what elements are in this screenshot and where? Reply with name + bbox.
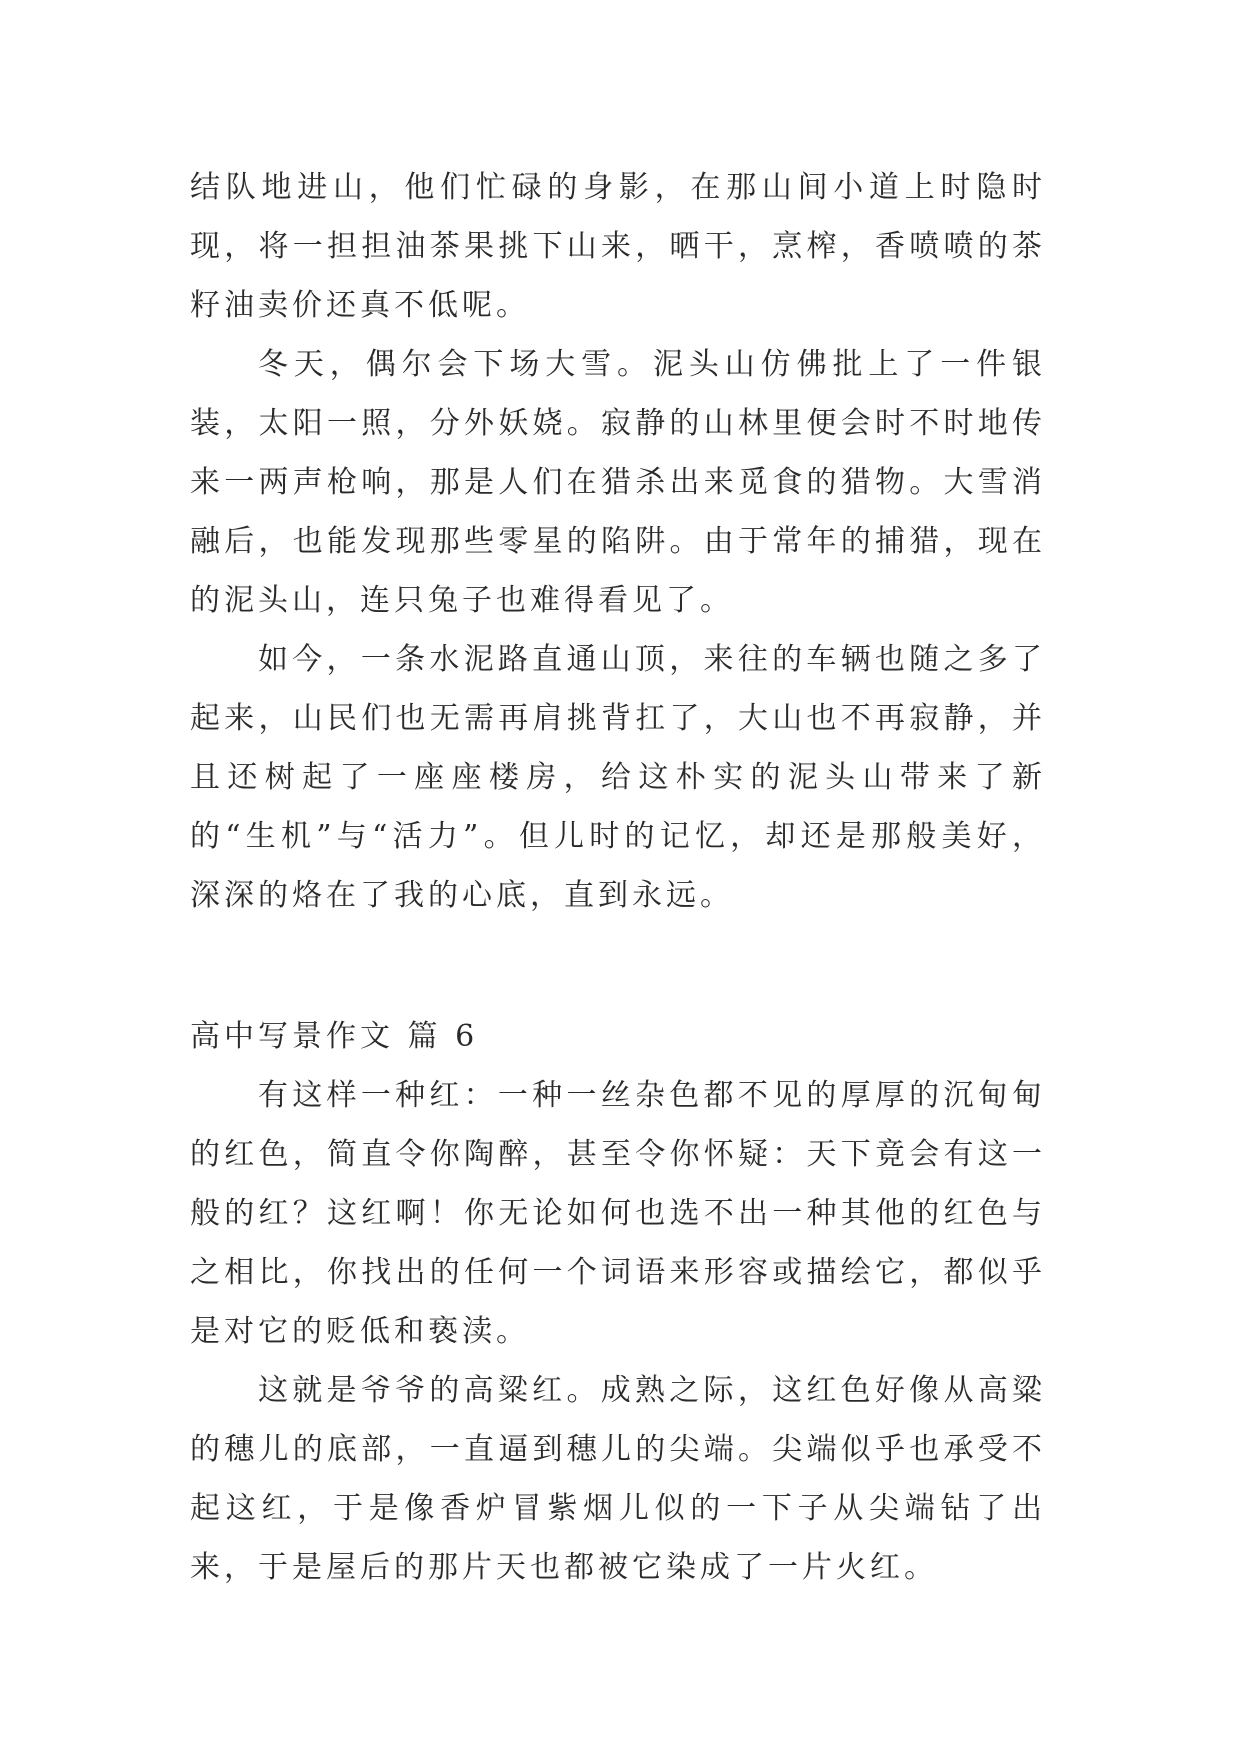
paragraph-continuation: 结队地进山，他们忙碌的身影，在那山间小道上时隐时现，将一担担油茶果挑下山来，晒干，烹榨，香喷喷的茶籽油卖价还真不低呢。: [190, 170, 1046, 323]
section-title: 高中写景作文 篇 6: [190, 1019, 479, 1054]
paragraph-winter: 冬天，偶尔会下场大雪。泥头山仿佛批上了一件银装，太阳一照，分外妖娆。寂静的山林里便会时不时地传来一两声枪响，那是人们在猎杀出来觅食的猎物。大雪消融后，也能发现那些零星的陷阱。由于常年的捕猎，现在的泥头山，连只兔子也难得看见了。: [190, 347, 1046, 618]
paragraph-nowadays: 如今，一条水泥路直通山顶，来往的车辆也随之多了起来，山民们也无需再肩挑背扛了，大山也不再寂静，并且还树起了一座座楼房，给这朴实的泥头山带来了新的“生机”与“活力”。但儿时的记忆，却还是那般美好，深深的烙在了我的心底，直到永远。: [190, 642, 1046, 913]
paragraph-sorghum-red: 这就是爷爷的高粱红。成熟之际，这红色好像从高粱的穗儿的底部，一直逼到穗儿的尖端。尖端似乎也承受不起这红，于是像香炉冒紫烟儿似的一下子从尖端钻了出来，于是屋后的那片天也都被它染成了一片火红。: [190, 1373, 1046, 1585]
document-body: [190, 158, 1046, 1597]
paragraph-red: 有这样一种红：一种一丝杂色都不见的厚厚的沉甸甸的红色，简直令你陶醉，甚至令你怀疑：天下竟会有这一般的红？这红啊！你无论如何也选不出一种其他的红色与之相比，你找出的任何一个词语来形容或描绘它，都似乎是对它的贬低和亵渎。: [190, 1078, 1046, 1349]
